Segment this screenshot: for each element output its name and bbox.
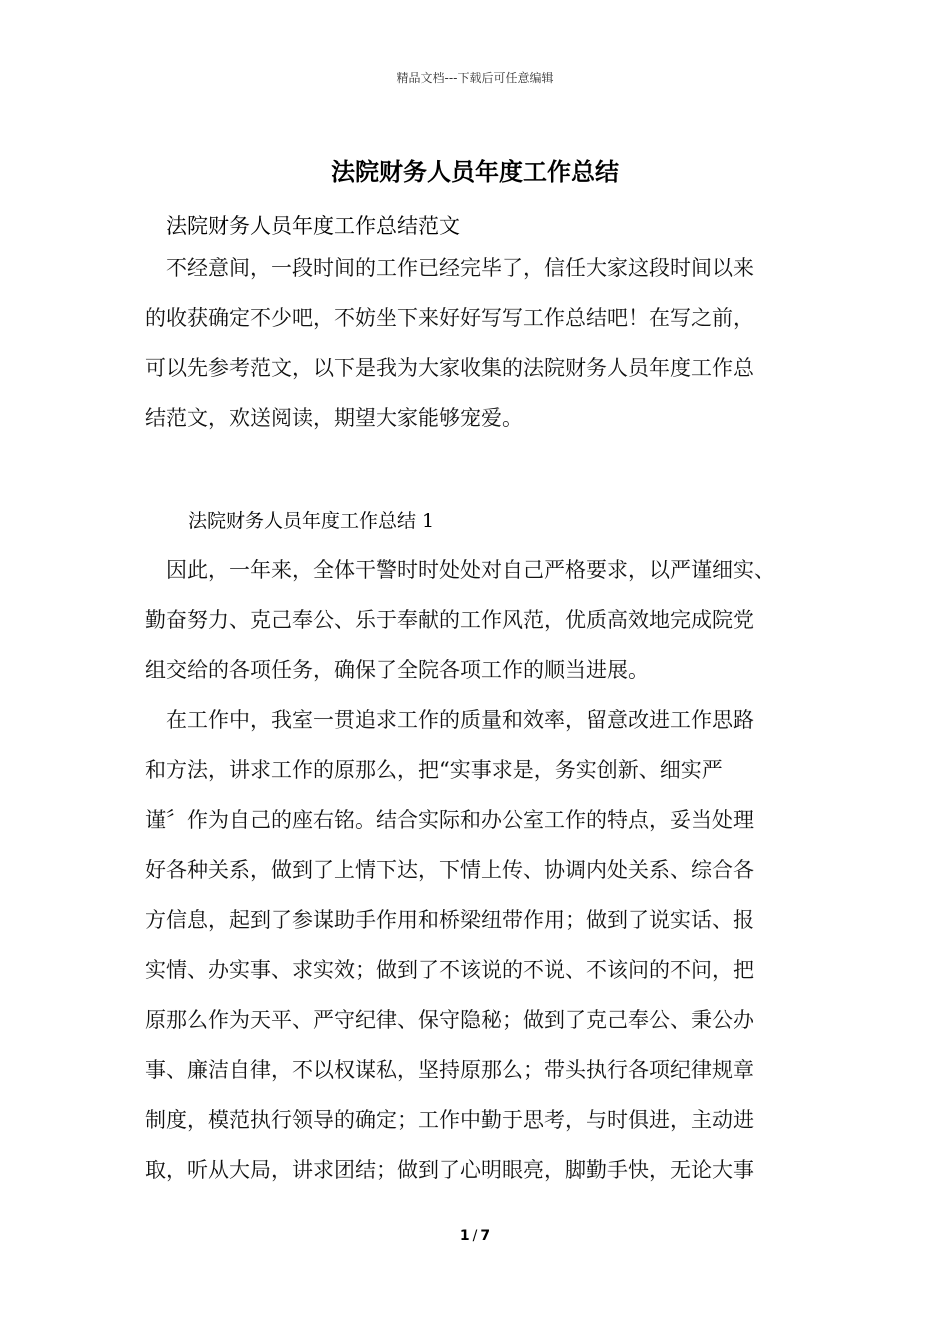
text-line: 原那么作为天平、严守纪律、保守隐秘；做到了克己奉公、秉公办 [145, 1008, 754, 1032]
current-page: 1 [459, 1228, 470, 1244]
text-line: 勤奋努力、克己奉公、乐于奉献的工作风范，优质高效地完成院党 [145, 608, 754, 632]
text-line: 取，听从大局，讲求团结；做到了心明眼亮，脚勤手快，无论大事 [145, 1158, 754, 1182]
text-line: 组交给的各项任务，确保了全院各项工作的顺当进展。 [145, 658, 649, 682]
section-heading: 法院财务人员年度工作总结 1 [188, 510, 435, 532]
text-line: 好各种关系，做到了上情下达，下情上传、协调内处关系、综合各 [145, 858, 754, 882]
text-line: 事、廉洁自律，不以权谋私，坚持原那么；带头执行各项纪律规章 [145, 1058, 754, 1082]
text-line: 不经意间，一段时间的工作已经完毕了，信任大家这段时间以来 [145, 256, 754, 280]
text-line: 因此，一年来，全体干警时时处处对自己严格要求，以严谨细实、 [145, 558, 775, 582]
document-title: 法院财务人员年度工作总结 [331, 157, 619, 186]
paragraph-1 [145, 545, 825, 695]
paragraph-2 [145, 695, 825, 1195]
intro-paragraph [145, 243, 825, 443]
document-subtitle: 法院财务人员年度工作总结范文 [166, 214, 460, 238]
text-line: 实情、办实事、求实效；做到了不该说的不说、不该问的不问，把 [145, 958, 754, 982]
total-pages: 7 [480, 1228, 491, 1244]
text-line: 谨〞作为自己的座右铭。结合实际和办公室工作的特点，妥当处理 [145, 808, 754, 832]
text-line: 制度，模范执行领导的确定；工作中勤于思考，与时俱进，主动进 [145, 1108, 754, 1132]
page-number [0, 1228, 950, 1244]
text-line: 在工作中，我室一贯追求工作的质量和效率，留意改进工作思路 [145, 708, 754, 732]
page-separator: / [472, 1228, 478, 1244]
text-line: 结范文，欢送阅读，期望大家能够宠爱。 [145, 406, 523, 430]
text-line: 的收获确定不少吧，不妨坐下来好好写写工作总结吧！在写之前， [145, 306, 754, 330]
text-line: 可以先参考范文，以下是我为大家收集的法院财务人员年度工作总 [145, 356, 754, 380]
text-line: 和方法，讲求工作的原那么，把“实事求是，务实创新、细实严 [145, 758, 723, 782]
text-line: 方信息，起到了参谋助手作用和桥梁纽带作用；做到了说实话、报 [145, 908, 754, 932]
page-header: 精品文档---下载后可任意编辑 [396, 71, 554, 85]
